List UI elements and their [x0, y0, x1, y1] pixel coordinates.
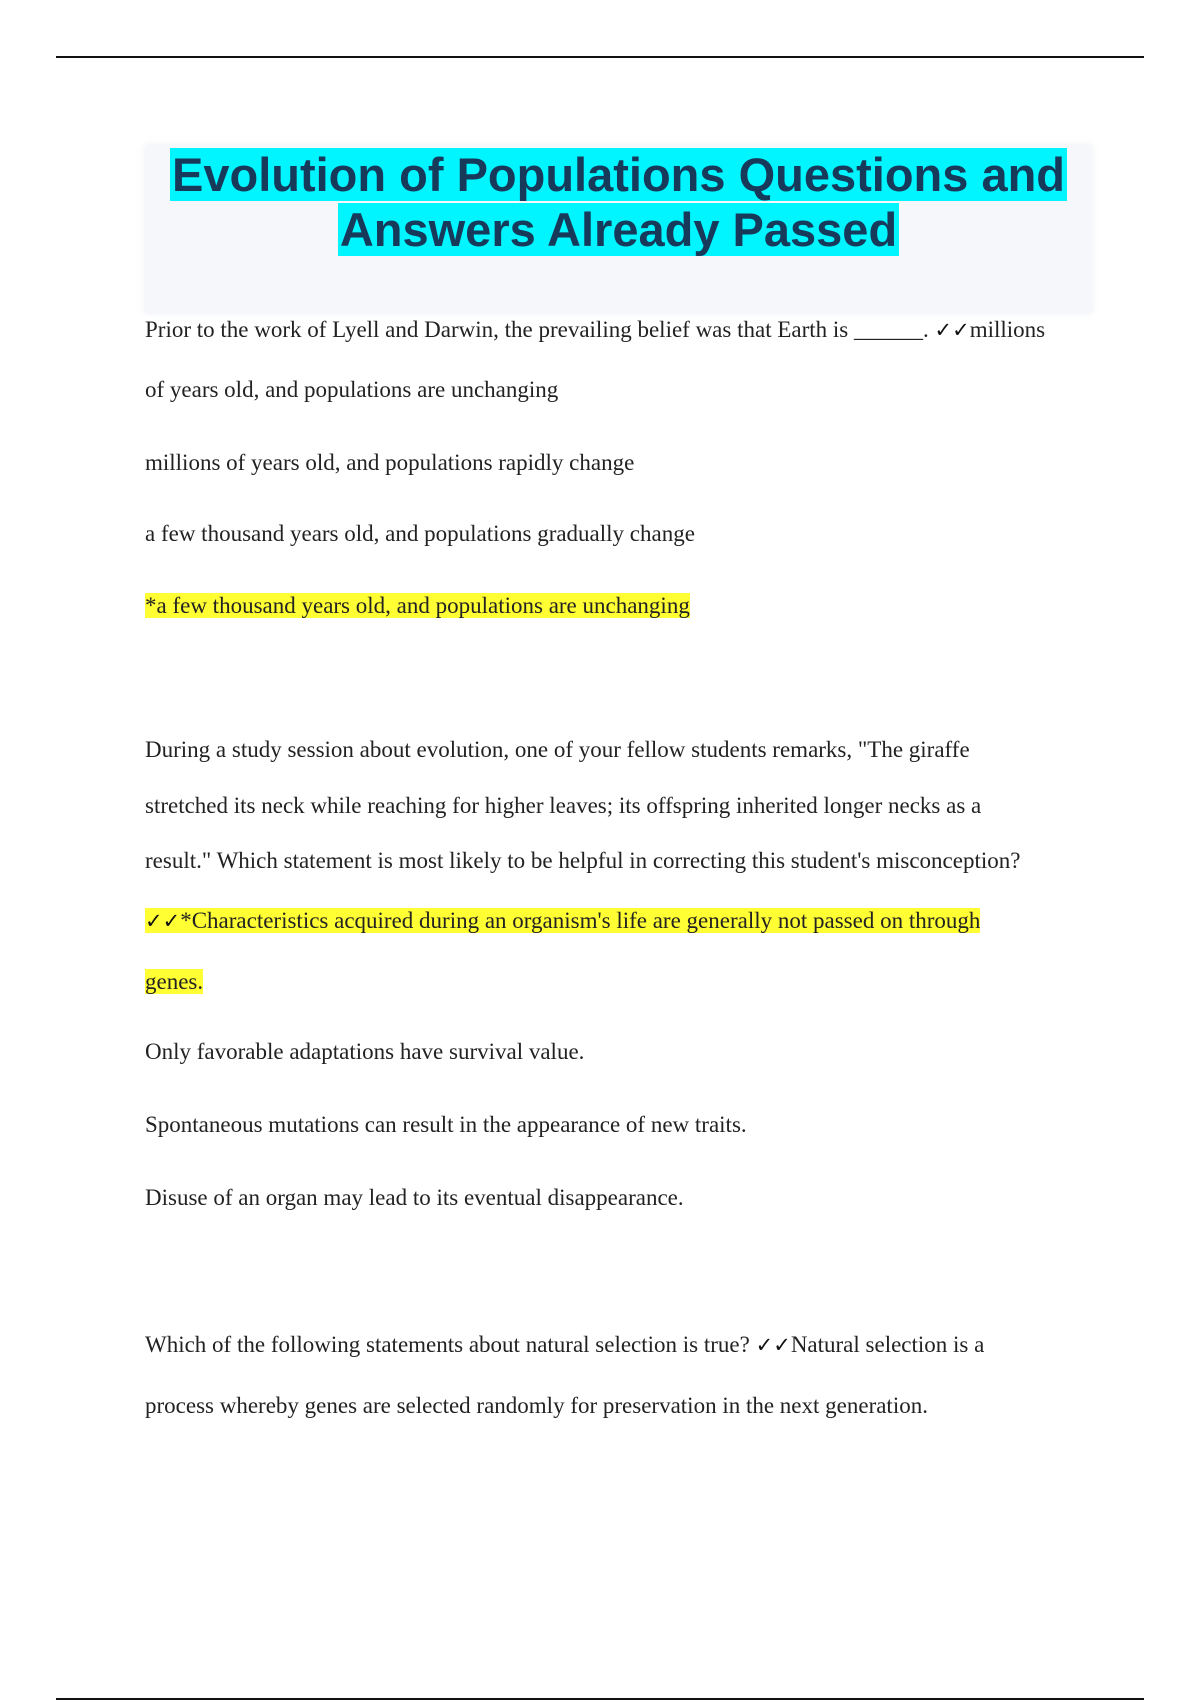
double-check-icon: ✓✓ [145, 909, 181, 933]
question-2-answer-line-1 [145, 906, 980, 936]
question-3-option-1-continued: process whereby genes are selected randomly for preservation in the next generation. [145, 1393, 928, 1418]
question-2-option-2: Only favorable adaptations have survival value. [145, 1039, 585, 1064]
question-1-option-1: millions [969, 317, 1046, 342]
question-2-answer-highlight-2: genes. [145, 969, 204, 994]
question-1-option-3: a few thousand years old, and populations gradually change [145, 521, 695, 546]
title-line-1: Evolution of Populations Questions and [172, 148, 1065, 201]
question-2-line-1: During a study session about evolution, one of your fellow students remarks, "The giraffe [145, 737, 970, 762]
question-2-line-2: stretched its neck while reaching for higher leaves; its offspring inherited longer necks as a [145, 793, 982, 818]
question-2-answer-line-2 [145, 967, 203, 997]
question-2-option-4: Disuse of an organ may lead to its eventual disappearance. [145, 1185, 684, 1210]
question-3-line-1 [145, 1330, 984, 1360]
question-1-option-2: millions of years old, and populations rapidly change [145, 450, 635, 475]
title-line-2: Answers Already Passed [339, 203, 898, 256]
question-1-answer-highlight: *a few thousand years old, and populations are unchanging [145, 593, 690, 618]
question-2-line-3: result." Which statement is most likely to be helpful in correcting this student's misconception? [145, 848, 1021, 873]
double-check-icon: ✓✓ [934, 318, 970, 342]
question-1-option-1-continued: of years old, and populations are unchanging [145, 377, 559, 402]
question-2-answer-highlight-1 [145, 908, 980, 933]
top-rule [56, 56, 1144, 58]
question-3-option-1: Natural selection is a [790, 1332, 985, 1357]
question-3-text: Which of the following statements about natural selection is true? [145, 1332, 756, 1357]
question-1-answer [145, 591, 690, 621]
question-2-option-3: Spontaneous mutations can result in the appearance of new traits. [145, 1112, 747, 1137]
document-title [145, 147, 1092, 257]
question-2-answer-text: *Characteristics acquired during an organism's life are generally not passed on through [180, 908, 981, 933]
question-1-text: Prior to the work of Lyell and Darwin, the prevailing belief was that Earth is ______. [145, 317, 935, 342]
question-1-line-1 [145, 315, 1045, 345]
double-check-icon: ✓✓ [755, 1333, 791, 1357]
